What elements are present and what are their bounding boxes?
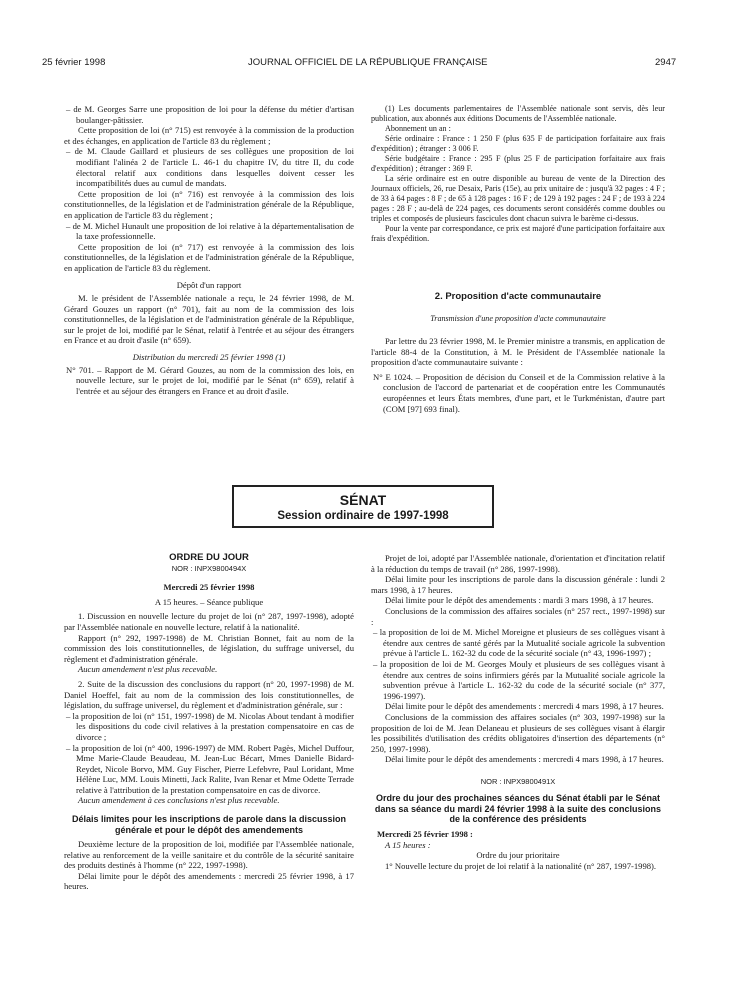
top-right-column [371,104,665,414]
section-heading: Transmission d'une proposition d'acte communautaire [430,314,606,323]
paragraph: – la proposition de loi (n° 400, 1996-1997) de MM. Robert Pagès, Michel Duffour, Mme Marie-Claude Beaudeau, M. Jean-Luc Bécart, Mmes Danielle Bidard-Reydet, Nicole Borvo, MM. Guy Fischer, Pierre Lefebvre, Paul Loridant, Mme Hélène Luc, MM. Louis Minetti, Jack Ralite, Ivan Renar et Mme Odette Terrade relative à l'attribution de la prestation compensatoire en cas de divorce. [66,742,354,795]
paragraph: 2. Suite de la discussion des conclusions du rapport (n° 20, 1997-1998) de M. Daniel Hoeffel, fait au nom de la commission des lois constitutionnelles, de législation, du suffrage universel, du règlement et d'administration générale, sur : [64,678,354,711]
paragraph: Cette proposition de loi (n° 717) est renvoyée à la commission des lois constitutionnelles, de la législation et de l'administration générale de la République, en application de l'article 83 du règlement. [64,241,354,273]
paragraph: 1. Discussion en nouvelle lecture du projet de loi (n° 287, 1997-1998), adopté par l'Assemblée nationale en nouvelle lecture, relatif à la nationalité. [64,611,354,632]
paragraph: Abonnement un an : [385,124,451,133]
bottom-right-column [371,553,665,871]
section-title: Ordre du jour des prochaines séances du Sénat établi par le Sénat dans sa séance du mardi 24 février 1998 à la suite des conclusions de la conférence des présidents [374,793,662,825]
paragraph: – la proposition de loi de M. Georges Mouly et plusieurs de ses collègues visant à étendre aux centres de soins infirmiers gérés par la Mutualité sociale agricole la subvention prévue à l'article L. 162-32 du code de la sécurité sociale (n° 377, 1996-1997). [373,658,665,701]
paragraph: Aucun amendement n'est plus recevable. [78,664,218,675]
paragraph: M. le président de l'Assemblée nationale a reçu, le 24 février 1998, de M. Gérard Gouzes un rapport (n° 701), fait au nom de la commission des lois constitutionnelles, de la législation et de l'administration générale de la République, sur le projet de loi, modifié par le Sénat, relatif à l'entrée et au séjour des étrangers en France et au droit d'asile (n° 659). [64,293,354,346]
section-heading: Distribution du mercredi 25 février 1998 (1) [132,352,286,363]
section-title: 2. Proposition d'acte communautaire [434,291,602,302]
header-date: 25 février 1998 [42,57,106,68]
section-title: Délais limites pour les inscriptions de parole dans la discussion générale et pour le dépôt des amendements [71,814,347,835]
paragraph: Pour la vente par correspondance, ce prix est majoré d'une participation forfaitaire aux frais d'expédition. [371,224,665,243]
paragraph: Délai limite pour le dépôt des amendements : mercredi 4 mars 1998, à 17 heures. [385,754,664,765]
senat-subtitle: Session ordinaire de 1997-1998 [277,510,449,522]
nor-reference: NOR : INPX9800494X [171,563,247,573]
paragraph: Cette proposition de loi (n° 715) est renvoyée à la commission de la production et des échanges, en application de l'article 83 du règlement ; [64,125,354,146]
paragraph: Délai limite pour le dépôt des amendements : mardi 3 mars 1998, à 17 heures. [385,595,654,606]
paragraph: – de M. Claude Gaillard et plusieurs de ses collègues une proposition de loi modifiant l'alinéa 2 de l'article L. 46-1 du chapitre IV, du titre II, du code électoral relatif aux conditions dans lesquelles doivent cesser les incompatibilités dues au cumul de mandats. [66,146,354,189]
paragraph: La série ordinaire est en outre disponible au bureau de vente de la Direction des Journaux officiels, 26, rue Desaix, Paris (15e), au prix unitaire de : jusqu'à 32 pages : 4 F ; de 33 à 64 pages : 8 F ; de 65 à 128 pages : 16 F ; de 129 à 192 pages : 24 F ; de 193 à 224 pages : 28 F ; au-delà de 224 pages, ces documents seront considérés comme doubles ou triples et composés de plusieurs fascicules dont chacun suivra le barème ci-dessus. [371,174,665,223]
paragraph: N° E 1024. – Proposition de décision du Conseil et de la Commission relative à la conclusion de l'accord de partenariat et de coopération entre les Communautés européennes et leurs États membres, d'une part, et le Turkménistan, d'autre part (COM [97] 693 final). [373,371,665,414]
footnote: (1) Les documents parlementaires de l'Assemblée nationale sont servis, dès leur publication, aux abonnés aux éditions Documents de l'Assemblée nationale. [371,104,665,123]
paragraph: Délai limite pour le dépôt des amendements : mercredi 25 février 1998, à 17 heures. [64,870,354,892]
paragraph: Rapport (n° 292, 1997-1998) de M. Christian Bonnet, fait au nom de la commission des lois constitutionnelles, de législation, du suffrage universel, du règlement et d'administration générale. [64,632,354,664]
senat-title: SÉNAT [339,492,387,508]
section-title: ORDRE DU JOUR [169,552,249,563]
paragraph: N° 701. – Rapport de M. Gérard Gouzes, au nom de la commission des lois, en nouvelle lecture, sur le projet de loi, modifié par le Sénat (n° 659), relatif à l'entrée et au séjour des étrangers en France et au droit d'asile. [66,364,354,396]
nor-reference: NOR : INPX9800491X [480,776,556,786]
paragraph: Deuxième lecture de la proposition de loi, modifiée par l'Assemblée nationale, relative au renforcement de la veille sanitaire et du contrôle de la sécurité sanitaire des produits destinés à l'homme (n° 222, 1997-1998). [64,839,354,871]
paragraph: Cette proposition de loi (n° 716) est renvoyée à la commission des lois constitutionnelles, de la législation et de l'administration générale de la République, en application de l'article 83 du règlement ; [64,188,354,220]
section-heading: Dépôt d'un rapport [176,279,242,290]
paragraph: – la proposition de loi (n° 151, 1997-1998) de M. Nicolas About tendant à modifier les dispositions du code civil relatives à la prestation compensatoire en cas de divorce ; [66,710,354,742]
priority-heading: Ordre du jour prioritaire [476,850,560,861]
time-line: A 15 heures. – Séance publique [154,596,264,607]
date-heading: Mercredi 25 février 1998 : [377,828,473,839]
top-left-column [64,104,354,396]
paragraph: Projet de loi, adopté par l'Assemblée nationale, d'orientation et d'incitation relatif à la réduction du temps de travail (n° 286, 1997-1998). [371,553,665,574]
paragraph: – de M. Georges Sarre une proposition de loi pour la défense du métier d'artisan boulanger-pâtissier. [66,104,354,125]
paragraph: Conclusions de la commission des affaires sociales (n° 303, 1997-1998) sur la proposition de loi de M. Jean Delaneau et plusieurs de ses collègues visant à élargir les possibilités d'utilisation des crédits obligatoires d'insertion des départements (n° 250, 1997-1998). [371,711,665,754]
time-line: A 15 heures : [385,839,431,850]
paragraph: Conclusions de la commission des affaires sociales (n° 257 rect., 1997-1998) sur : [371,605,665,627]
paragraph: – de M. Michel Hunault une proposition de loi relative à la départementalisation de la taxe professionnelle. [66,220,354,242]
bottom-left-column [64,553,354,892]
page-header [0,57,731,71]
senat-title-box [232,485,494,528]
page-number: 2947 [655,57,677,68]
paragraph: Délai limite pour les inscriptions de parole dans la discussion générale : lundi 2 mars 1998, à 17 heures. [371,574,665,595]
date-heading: Mercredi 25 février 1998 [163,582,255,593]
journal-title: JOURNAL OFFICIEL DE LA RÉPUBLIQUE FRANÇAISE [248,57,488,68]
paragraph: Délai limite pour le dépôt des amendements : mercredi 4 mars 1998, à 17 heures. [385,701,664,712]
paragraph: – la proposition de loi de M. Michel Moreigne et plusieurs de ses collègues visant à étendre aux centres de santé gérés par la Mutualité sociale agricole la subvention prévue à l'article L. 162-32 du code de la sécurité sociale (n° 43, 1996-1997) ; [373,627,665,659]
paragraph: Aucun amendement à ces conclusions n'est plus recevable. [78,795,280,806]
paragraph: Série ordinaire : France : 1 250 F (plus 635 F de participation forfaitaire aux frais d'expédition) ; étranger : 3 006 F. [371,134,665,153]
paragraph: 1° Nouvelle lecture du projet de loi relatif à la nationalité (n° 287, 1997-1998). [385,860,657,871]
paragraph: Série budgétaire : France : 295 F (plus 25 F de participation forfaitaire aux frais d'expédition) ; étranger : 369 F. [371,154,665,173]
paragraph: Par lettre du 23 février 1998, M. le Premier ministre a transmis, en application de l'article 88-4 de la Constitution, à M. le Président de l'Assemblée nationale la proposition d'acte communautaire suivante : [371,336,665,368]
